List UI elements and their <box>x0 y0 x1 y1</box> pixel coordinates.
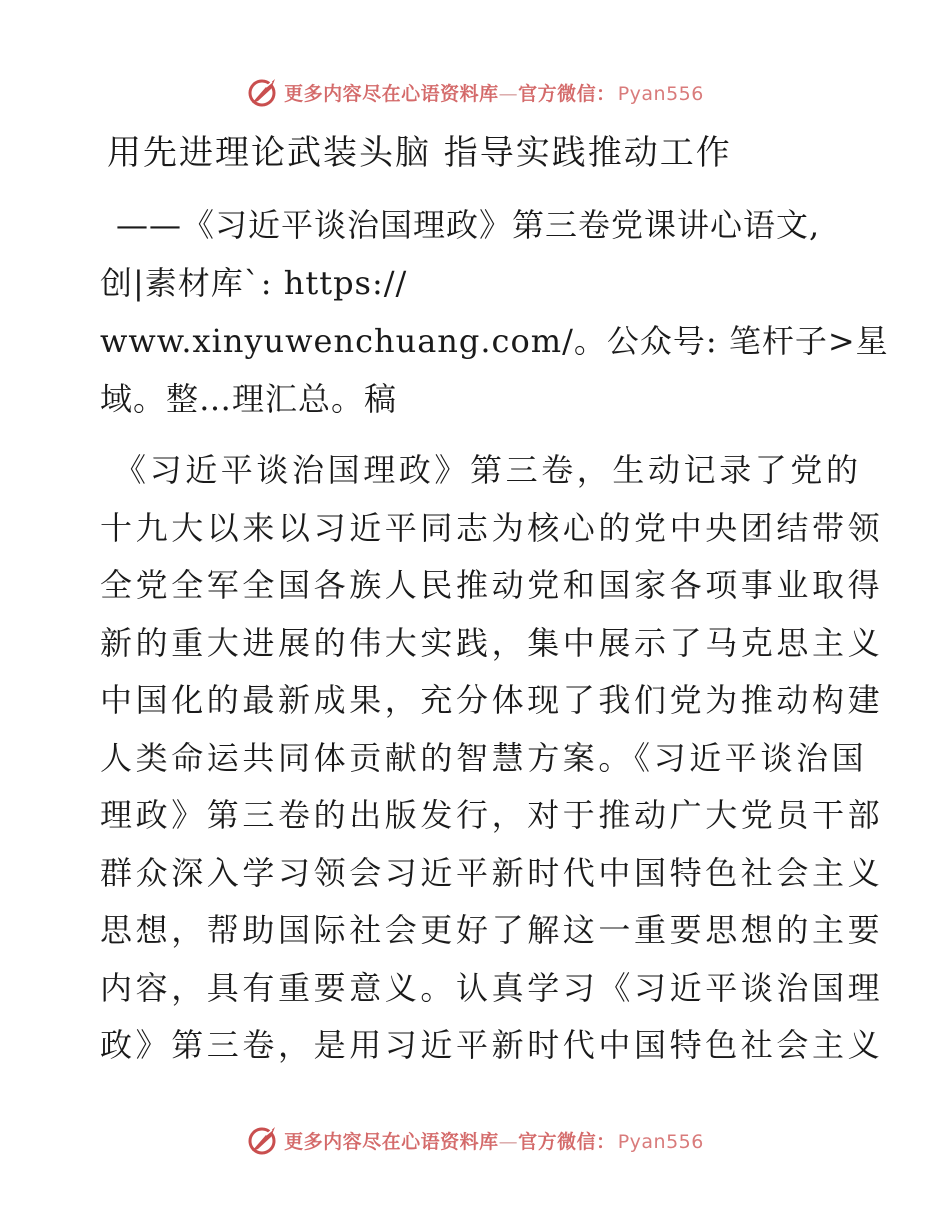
subtitle-line: 域。整…理汇总。稿 <box>100 380 398 418</box>
body-line: 思想，帮助国际社会更好了解这一重要思想的主要 <box>100 911 884 949</box>
body-line: 内容，具有重要意义。认真学习《习近平谈治国理 <box>100 968 884 1007</box>
wechat-id: Pyan556 <box>617 82 704 105</box>
body-line: 十九大以来以习近平同志为核心的党中央团结带领 <box>100 508 884 547</box>
body-line: 政》第三卷，是用习近平新时代中国特色社会主义 <box>100 1026 884 1064</box>
body-line: 新的重大进展的伟大实践，集中展示了马克思主义 <box>100 623 884 662</box>
document-subtitle <box>100 196 889 428</box>
footer-watermark <box>0 1120 950 1160</box>
subtitle-line: ——《习近平谈治国理政》第三卷党课讲心语文, <box>116 206 821 244</box>
body-line: 群众深入学习领会习近平新时代中国特色社会主义 <box>100 853 884 892</box>
quill-logo-icon <box>246 75 280 109</box>
document-title: 用先进理论武装头脑 指导实践推动工作 <box>107 133 732 173</box>
body-line: 《习近平谈治国理政》第三卷，生动记录了党的 <box>114 451 862 489</box>
quill-logo-icon <box>246 1123 280 1157</box>
body-paragraph <box>100 442 884 1075</box>
subtitle-line: www.xinyuwenchuang.com/。公众号: 笔杆子>星 <box>100 322 889 360</box>
body-line: 理政》第三卷的出版发行，对于推动广大党员干部 <box>100 796 884 834</box>
body-line: 人类命运共同体贡献的智慧方案。《习近平谈治国 <box>100 738 868 777</box>
subtitle-line: 创|素材库`: https:// <box>100 264 408 302</box>
header-watermark <box>0 72 950 112</box>
watermark-text: 更多内容尽在心语资料库—官方微信： Pyan556 <box>284 1130 704 1153</box>
body-line: 全党全军全国各族人民推动党和国家各项事业取得 <box>100 566 884 604</box>
watermark-text: 更多内容尽在心语资料库—官方微信： Pyan556 <box>284 82 704 105</box>
body-line: 中国化的最新成果，充分体现了我们党为推动构建 <box>100 681 884 719</box>
wechat-id: Pyan556 <box>617 1130 704 1153</box>
